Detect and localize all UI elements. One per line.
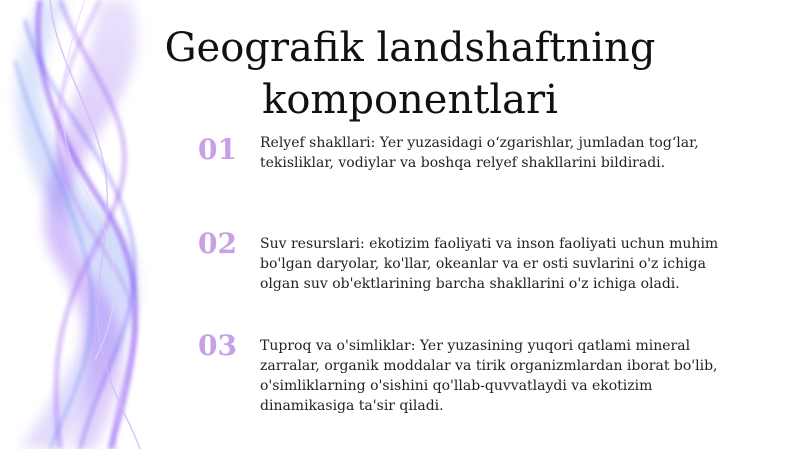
item-number: 02 — [198, 227, 237, 260]
item-text: Relyef shakllari: Yer yuzasidagi o‘zgarishlar, jumladan tog‘lar, tekisliklar, vodiylar va boshqa relyef shakllarini bildiradi. — [260, 135, 699, 171]
item-text: Tuproq va o'simliklar: Yer yuzasining yuqori qatlami mineral zarralar, organik moddalar va tirik organizmlardan iborat bo'lib, o'simliklarning o'sishini qo'llab-quvvatlaydi va ekotizim dinamikasiga ta'sir qiladi. — [260, 338, 718, 414]
item-number: 01 — [198, 133, 237, 166]
item-text: Suv resurslari: ekotizim faoliyati va inson faoliyati uchun muhim bo'lgan daryolar, ko'llar, okeanlar va er osti suvlarini o'z ichiga olgan suv ob'ektlarining barcha shakllarini o'z ichiga oladi. — [260, 236, 719, 292]
slide-title: Geografik landshaftning komponentlari — [164, 25, 656, 123]
item-number: 03 — [198, 329, 237, 362]
